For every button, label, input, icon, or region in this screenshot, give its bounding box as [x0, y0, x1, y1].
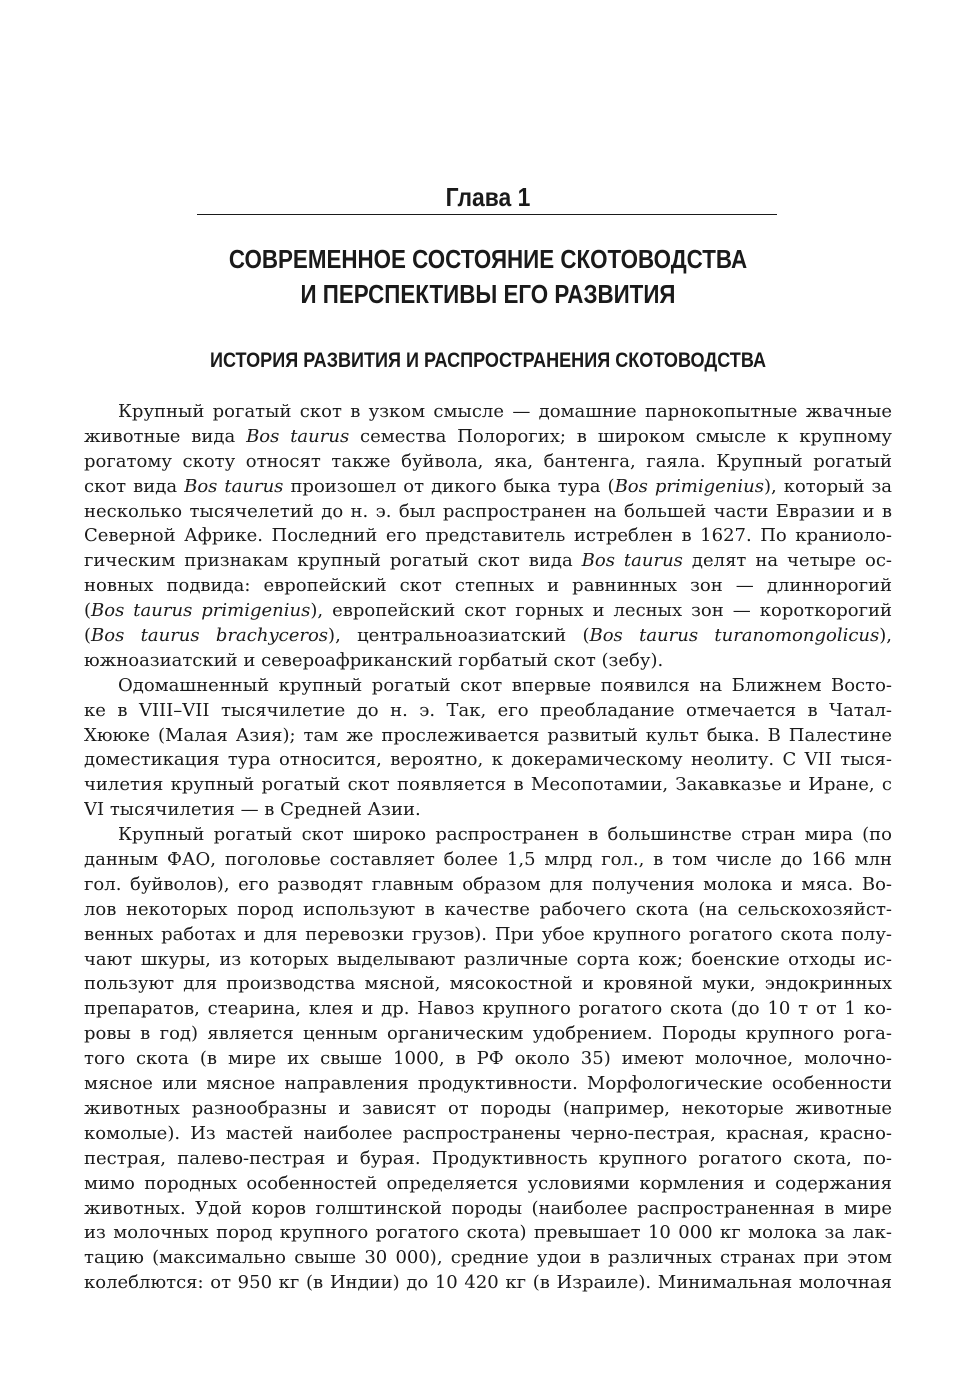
text-line: скот вида Bos taurus произошел от дикого быка тура (Bos primigenius), который за — [84, 475, 892, 497]
text-line: колеблются: от 950 кг (в Индии) до 10 420 кг (в Израиле). Минимальная молочная — [84, 1272, 892, 1294]
text-line: чают шкуры, из которых выделывают различные сорта кож; боенские отходы ис- — [84, 948, 892, 970]
text-line: пользуют для производства мясной, мясокостной и кровяной муки, эндокринных — [84, 973, 892, 995]
text-line: лов некоторых пород используют в качестве рабочего скота (на сельскохозяйст- — [84, 898, 892, 920]
text-line: Крупный рогатый скот в узком смысле — домашние парнокопытные жвачные — [118, 401, 892, 422]
text-line: новных подвида: европейский скот степных и равнинных зон — длиннорогий — [84, 575, 892, 597]
chapter-title-line: СОВРЕМЕННОЕ СОСТОЯНИЕ СКОТОВОДСТВА — [228, 244, 748, 274]
text-line: венных работах и для перевозки грузов). При убое крупного рогатого скота полу- — [84, 923, 892, 945]
text-line: данным ФАО, поголовье составляет более 1,5 млрд гол., в том числе до 166 млн — [84, 849, 892, 871]
text-line: Хююке (Малая Азия); там же прослеживается развитый культ быка. В Палестине — [84, 724, 892, 746]
text-line: комолые). Из мастей наиболее распространены черно-пестрая, красная, красно- — [84, 1122, 892, 1144]
text-line: VI тысячилетия — в Средней Азии. — [84, 799, 421, 821]
text-line: препаратов, стеарина, клея и др. Навоз крупного рогатого скота (до 10 т от 1 ко- — [84, 998, 892, 1020]
text-line: животные вида Bos taurus семества Полорогих; в широком смысле к крупному — [84, 425, 892, 447]
text-line: южноазиатский и североафриканский горбатый скот (зебу). — [84, 649, 664, 671]
text-line: Северной Африке. Последний его представитель истреблен в 1627. По краниоло- — [84, 525, 892, 547]
body-text — [84, 400, 892, 1296]
text-line: (Bos taurus brachyceros), центральноазиатский (Bos taurus turanomongolicus), — [84, 625, 892, 647]
text-line: ке в VIII–VII тысячилетие до н. э. Так, его преобладание отмечается в Чатал- — [84, 699, 892, 721]
chapter-title-line: И ПЕРСПЕКТИВЫ ЕГО РАЗВИТИЯ — [300, 279, 676, 309]
chapter-label: Глава 1 — [445, 182, 531, 212]
text-line: тацию (максимально свыше 30 000), средние удои в различных странах при этом — [84, 1247, 892, 1269]
section-title: ИСТОРИЯ РАЗВИТИЯ И РАСПРОСТРАНЕНИЯ СКОТОВОДСТВА — [209, 349, 767, 372]
chapter-title — [0, 242, 976, 312]
text-line: (Bos taurus primigenius), европейский скот горных и лесных зон — короткорогий — [84, 600, 892, 622]
text-line: Одомашненный крупный рогатый скот впервые появился на Ближнем Восто- — [118, 674, 892, 696]
chapter-divider — [197, 214, 777, 215]
text-line: пестрая, палево-пестрая и бурая. Продуктивность крупного рогатого скота, по- — [84, 1147, 892, 1169]
text-line: гическим признакам крупный рогатый скот вида Bos taurus делят на четыре ос- — [84, 550, 892, 572]
text-line: животных. Удой коров голштинской породы (наиболее распространенная в мире — [84, 1197, 892, 1219]
text-line: чилетия крупный рогатый скот появляется в Месопотамии, Закавказье и Иране, с — [84, 774, 892, 796]
text-line: доместикация тура относится, вероятно, к докерамическому неолиту. С VII тыся- — [84, 749, 892, 771]
text-line: Крупный рогатый скот широко распространен в большинстве стран мира (по — [118, 824, 892, 846]
text-line: гол. буйволов), его разводят главным образом для получения молока и мяса. Во- — [84, 873, 892, 895]
text-line: несколько тысячелетий до н. э. был распространен на большей части Евразии и в — [84, 500, 892, 522]
text-line: ровы в год) является ценным органическим удобрением. Породы крупного рога- — [84, 1023, 892, 1045]
text-line: рогатому скоту относят также буйвола, яка, бантенга, гаяла. Крупный рогатый — [84, 450, 892, 472]
text-line: мимо породных особенностей определяется условиями кормления и содержания — [84, 1172, 892, 1194]
text-line: из молочных пород крупного рогатого скота) превышает 10 000 кг молока за лак- — [84, 1222, 892, 1244]
text-line: мясное или мясное направления продуктивности. Морфологические особенности — [84, 1073, 892, 1095]
text-line: того скота (в мире их свыше 1000, в РФ около 35) имеют молочное, молочно- — [84, 1048, 892, 1070]
text-line: животных разнообразны и зависят от породы (например, некоторые животные — [84, 1097, 892, 1119]
